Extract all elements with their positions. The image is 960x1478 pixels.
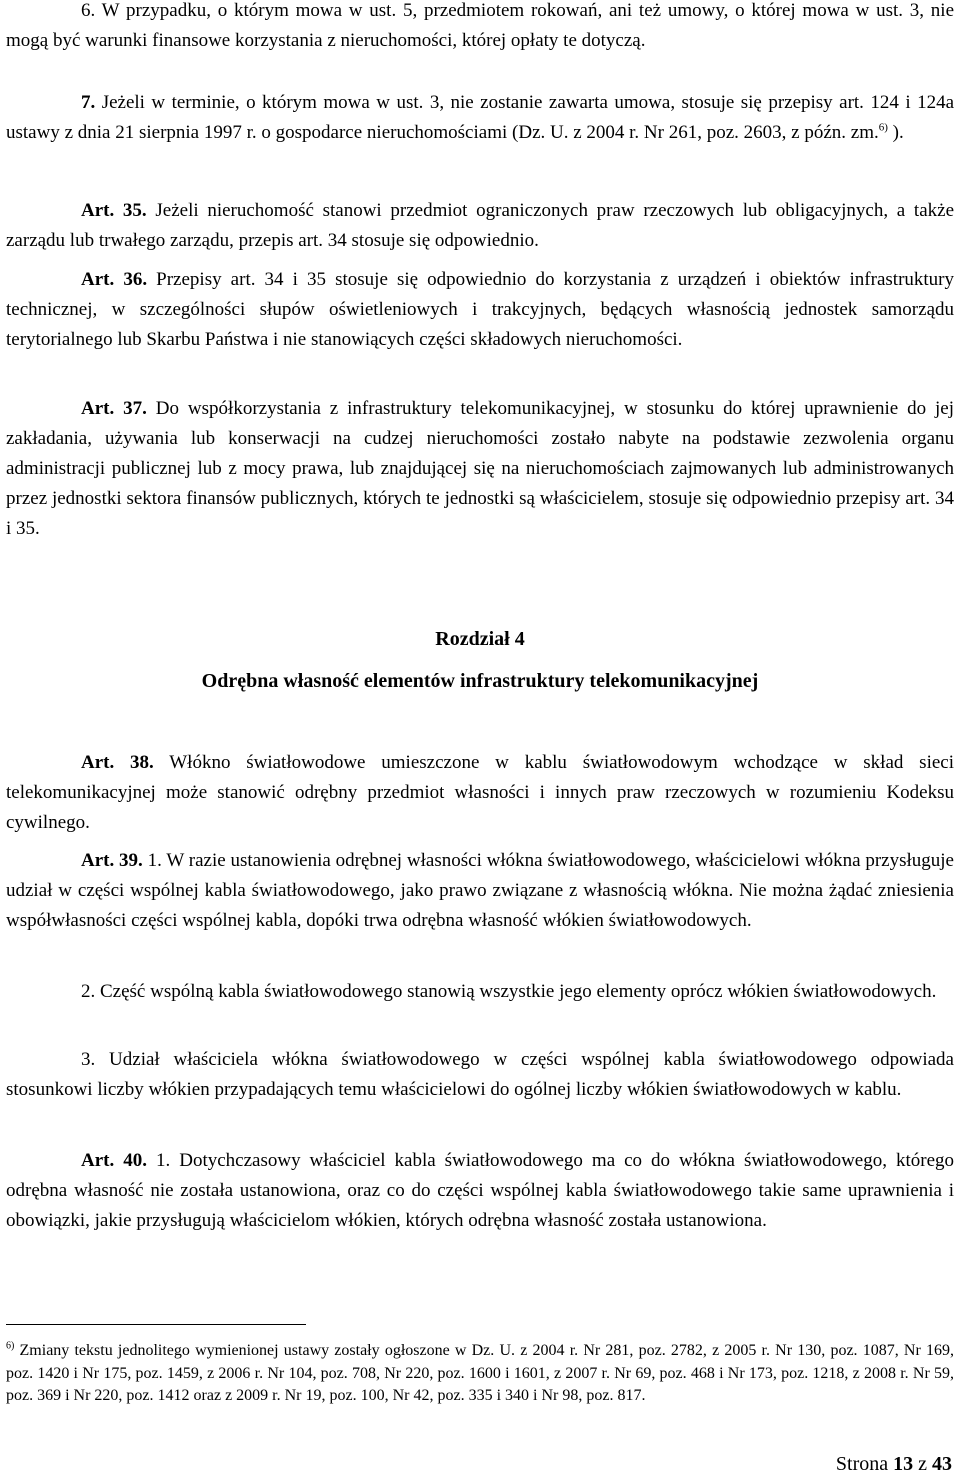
paragraph-tail: ). xyxy=(887,122,904,143)
paragraph-text: 6. W przypadku, o którym mowa w ust. 5, przedmiotem rokowań, ani też umowy, o której mowa w ust. 3, nie mogą być warunki finansowe korzystania z nieruchomości, której opłaty te dotyczą. xyxy=(6,0,954,51)
paragraph-text: 3. Udział właściciela włókna światłowodowego w części wspólnej kabla światłowodowego odpowiada stosunkowi liczby włókien przypadających temu właścicielowi do ogólnej liczby włókien światłowodowych w kablu. xyxy=(6,1049,954,1100)
footnote-separator xyxy=(6,1324,306,1325)
article-number: Art. 39. xyxy=(81,850,143,871)
paragraph-text: 1. W razie ustanowienia odrębnej własności włókna światłowodowego, właścicielowi włókna przysługuje udział w części wspólnej kabla światłowodowego, jako prawo związane z własnością włókna. Nie można żądać zniesienia współwłasności części wspólnej kabla, dopóki trwa odrębna własność włókien światłowodowych. xyxy=(6,850,954,931)
paragraph-art35 xyxy=(6,196,954,256)
chapter-number: Rozdział 4 xyxy=(435,628,525,650)
paragraph-text: Do współkorzystania z infrastruktury telekomunikacyjnej, w stosunku do której uprawnienie do jej zakładania, używania lub konserwacji na cudzej nieruchomości zostało nabyte na podstawie zezwolenia organu administracji publicznej lub z mocy prawa, lub znajdującej się na nieruchomościach zajmowanych lub administrowanych przez jednostki sektora finansów publicznych, których te jednostki są właścicielem, stosuje się odpowiednio przepisy art. 34 i 35. xyxy=(6,398,954,539)
article-number: Art. 38. xyxy=(81,752,154,773)
paragraph-art38 xyxy=(6,748,954,838)
page-number-total: 43 xyxy=(932,1453,952,1475)
paragraph-text: Jeżeli w terminie, o którym mowa w ust. 3, nie zostanie zawarta umowa, stosuje się przepisy art. 124 i 124a ustawy z dnia 21 sierpnia 1997 r. o gospodarce nieruchomościami (Dz. U. z 2004 r. Nr 261, poz. 2603, z późn. zm. xyxy=(6,92,954,143)
footnote xyxy=(6,1340,954,1408)
page-number-current: 13 xyxy=(893,1453,914,1475)
paragraph-text: Jeżeli nieruchomość stanowi przedmiot ograniczonych praw rzeczowych lub obligacyjnych, a także zarządu lub trwałego zarządu, przepis art. 34 stosuje się odpowiednio. xyxy=(6,200,954,251)
paragraph-art39-ust3 xyxy=(6,1045,954,1105)
paragraph-text: 1. Dotychczasowy właściciel kabla światłowodowego ma co do włókna światłowodowego, którego odrębna własność nie została ustanowiona, oraz co do części wspólnej kabla światłowodowego takie same uprawnienia i obowiązki, jakie przysługują właścicielom włókien, których odrębna własność została ustanowiona. xyxy=(6,1150,955,1231)
chapter-title: Odrębna własność elementów infrastruktury telekomunikacyjnej xyxy=(201,670,759,692)
paragraph-text: Włókno światłowodowe umieszczone w kablu światłowodowym wchodzące w skład sieci telekomunikacyjnej może stanowić odrębny przedmiot własności i innych praw rzeczowych w rozumieniu Kodeksu cywilnego. xyxy=(6,752,954,833)
page-number-prefix: Strona xyxy=(835,1453,894,1475)
page-number-middle: z xyxy=(913,1453,932,1475)
paragraph-art37 xyxy=(6,394,954,544)
article-number: Art. 37. xyxy=(81,398,147,419)
paragraph-art34-ust6 xyxy=(6,0,954,56)
paragraph-art39-ust1 xyxy=(6,846,954,936)
article-number: Art. 35. xyxy=(81,200,147,221)
paragraph-lead: 7. xyxy=(81,92,96,113)
paragraph-art34-ust7 xyxy=(6,88,954,148)
footnote-marker: 6) xyxy=(6,1340,15,1352)
paragraph-text: Przepisy art. 34 i 35 stosuje się odpowiednio do korzystania z urządzeń i obiektów infrastruktury technicznej, w szczególności słupów oświetleniowych i trakcyjnych, będących własnością jednostek samorządu terytorialnego lub Skarbu Państwa i nie stanowiących części składowych nieruchomości. xyxy=(6,269,954,350)
article-number: Art. 36. xyxy=(81,269,148,290)
page-number xyxy=(836,1450,952,1478)
paragraph-art36 xyxy=(6,265,954,355)
paragraph-art40-ust1 xyxy=(6,1146,954,1236)
footnote-text: Zmiany tekstu jednolitego wymienionej ustawy zostały ogłoszone w Dz. U. z 2004 r. Nr 281, poz. 2782, z 2005 r. Nr 130, poz. 1087, Nr 169, poz. 1420 i Nr 175, poz. 1459, z 2006 r. Nr 104, poz. 708, Nr 220, poz. 1600 i 1601, z 2007 r. Nr 69, poz. 468 i Nr 173, poz. 1218, z 2008 r. Nr 59, poz. 369 i Nr 220, poz. 1412 oraz z 2009 r. Nr 19, poz. 100, Nr 42, poz. 335 i 340 i Nr 98, poz. 817. xyxy=(6,1342,954,1404)
paragraph-art39-ust2 xyxy=(6,977,954,1007)
footnote-reference: 6) xyxy=(878,121,888,134)
article-number: Art. 40. xyxy=(81,1150,147,1171)
paragraph-text: 2. Część wspólną kabla światłowodowego stanowią wszystkie jego elementy oprócz włókien światłowodowych. xyxy=(81,981,937,1002)
